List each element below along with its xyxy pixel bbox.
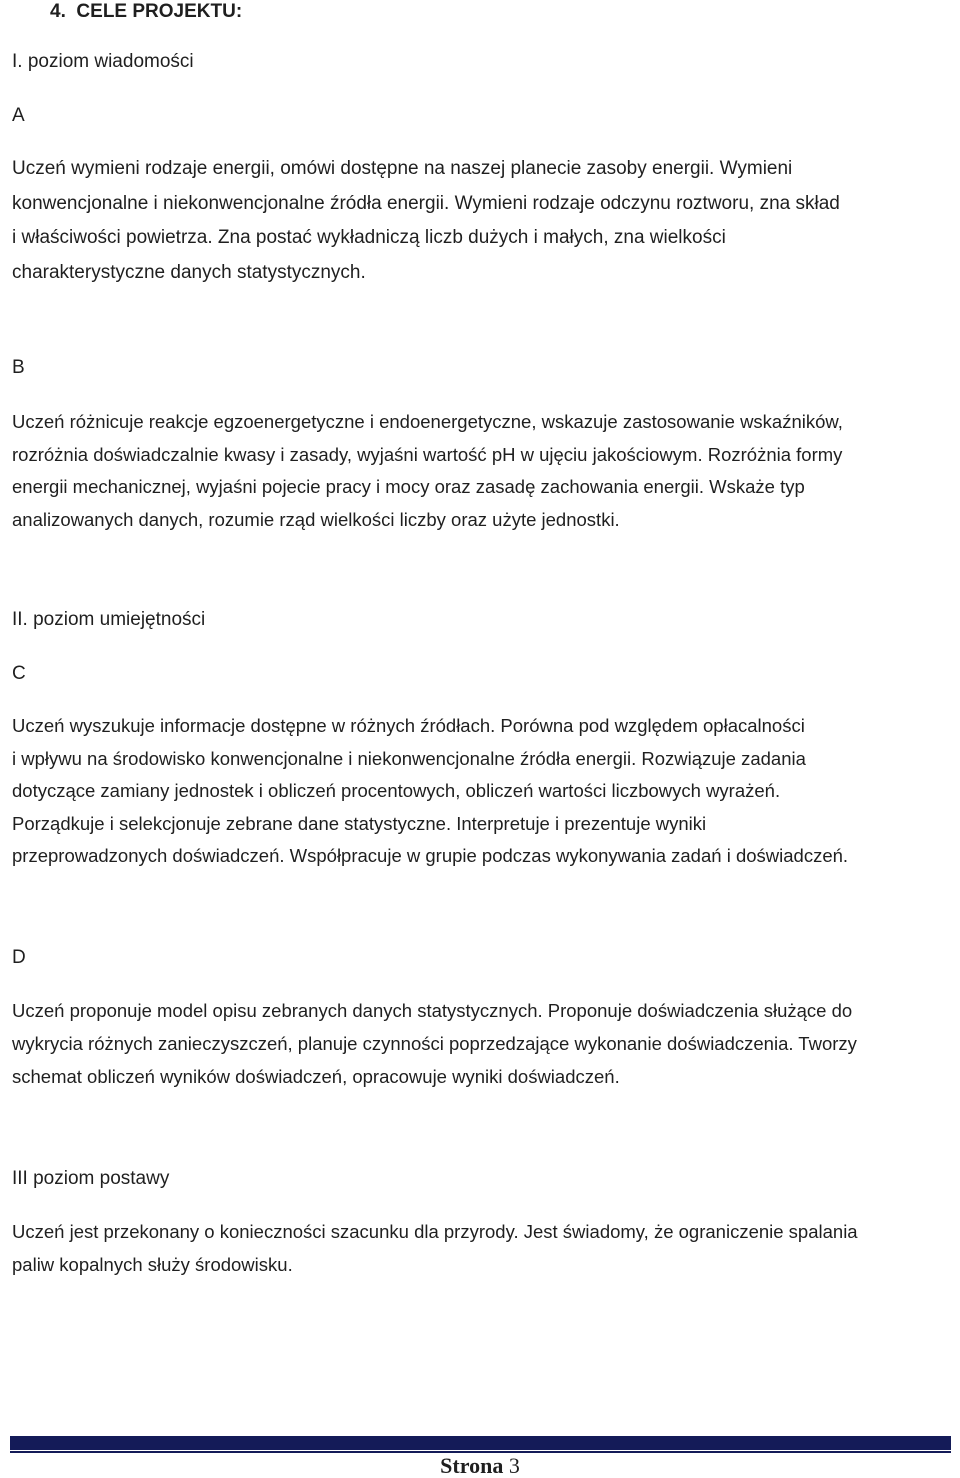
paragraph-line: Uczeń wyszukuje informacje dostępne w różnych źródłach. Porówna pod względem opłacalności (12, 715, 805, 736)
paragraph-line: energii mechanicznej, wyjaśni pojecie pracy i mocy oraz zasadę zachowania energii. Wskaże typ (12, 476, 805, 497)
paragraph-line: rozróżnia doświadczalnie kwasy i zasady, wyjaśni wartość pH w ujęciu jakościowym. Rozróżnia formy (12, 443, 843, 465)
level-2-label: II. poziom umiejętności (12, 609, 206, 630)
subsection-c-label: C (12, 663, 26, 684)
paragraph-line: dotyczące zamiany jednostek i obliczeń procentowych, obliczeń wartości liczbowych wyrażeń. (12, 780, 781, 801)
heading-number: 4. (50, 1, 66, 22)
page-footer (0, 1454, 960, 1478)
paragraph-line: analizowanych danych, rozumie rząd wielkości liczby oraz użyte jednostki. (12, 508, 620, 530)
subsection-b-label: B (12, 357, 25, 378)
paragraph-line: Uczeń jest przekonany o konieczności szacunku dla przyrody. Jest świadomy, że ograniczenie spalania (12, 1221, 858, 1242)
section-heading (50, 0, 242, 24)
paragraph-line: schemat obliczeń wyników doświadczeń, opracowuje wyniki doświadczeń. (12, 1066, 620, 1087)
subsection-a-text (12, 152, 950, 290)
paragraph-line: paliw kopalnych służy środowisku. (12, 1253, 293, 1275)
paragraph-line: wykrycia różnych zanieczyszczeń, planuje czynności poprzedzające wykonanie doświadczenia. Tworzy (12, 1033, 857, 1054)
subsection-d-label: D (12, 947, 26, 968)
paragraph-line: i właściwości powietrza. Zna postać wykładniczą liczb dużych i małych, zna wielkości (12, 227, 726, 248)
footer-rule-thick (10, 1436, 951, 1450)
paragraph-line: Uczeń wymieni rodzaje energii, omówi dostępne na naszej planecie zasoby energii. Wymieni (12, 158, 793, 179)
subsection-d-text (12, 994, 950, 1093)
subsection-a-label: A (12, 105, 25, 126)
subsection-b-text (12, 406, 950, 536)
paragraph-line: Uczeń proponuje model opisu zebranych danych statystycznych. Proponuje doświadczenia służące do (12, 1000, 853, 1021)
footer-page-word: Strona (440, 1453, 504, 1478)
level-1-label: I. poziom wiadomości (12, 51, 194, 72)
paragraph-line: przeprowadzonych doświadczeń. Współpracuje w grupie podczas wykonywania zadań i doświadczeń. (12, 845, 849, 866)
paragraph-line: konwencjonalne i niekonwencjonalne źródła energii. Wymieni rodzaje odczynu roztworu, zna skład (12, 192, 840, 214)
level-3-text (12, 1216, 950, 1281)
level-3-label: III poziom postawy (12, 1168, 170, 1189)
subsection-c-text (12, 710, 950, 873)
footer-page-number: 3 (508, 1453, 520, 1478)
paragraph-line: i wpływu na środowisko konwencjonalne i niekonwencjonalne źródła energii. Rozwiązuje zadania (12, 747, 806, 769)
paragraph-line: Uczeń różnicuje reakcje egzoenergetyczne i endoenergetyczne, wskazuje zastosowanie wskaźników, (12, 411, 843, 432)
heading-title: CELE PROJEKTU: (76, 1, 243, 22)
paragraph-line: charakterystyczne danych statystycznych. (12, 261, 366, 283)
paragraph-line: Porządkuje i selekcjonuje zebrane dane statystyczne. Interpretuje i prezentuje wyniki (12, 812, 707, 834)
